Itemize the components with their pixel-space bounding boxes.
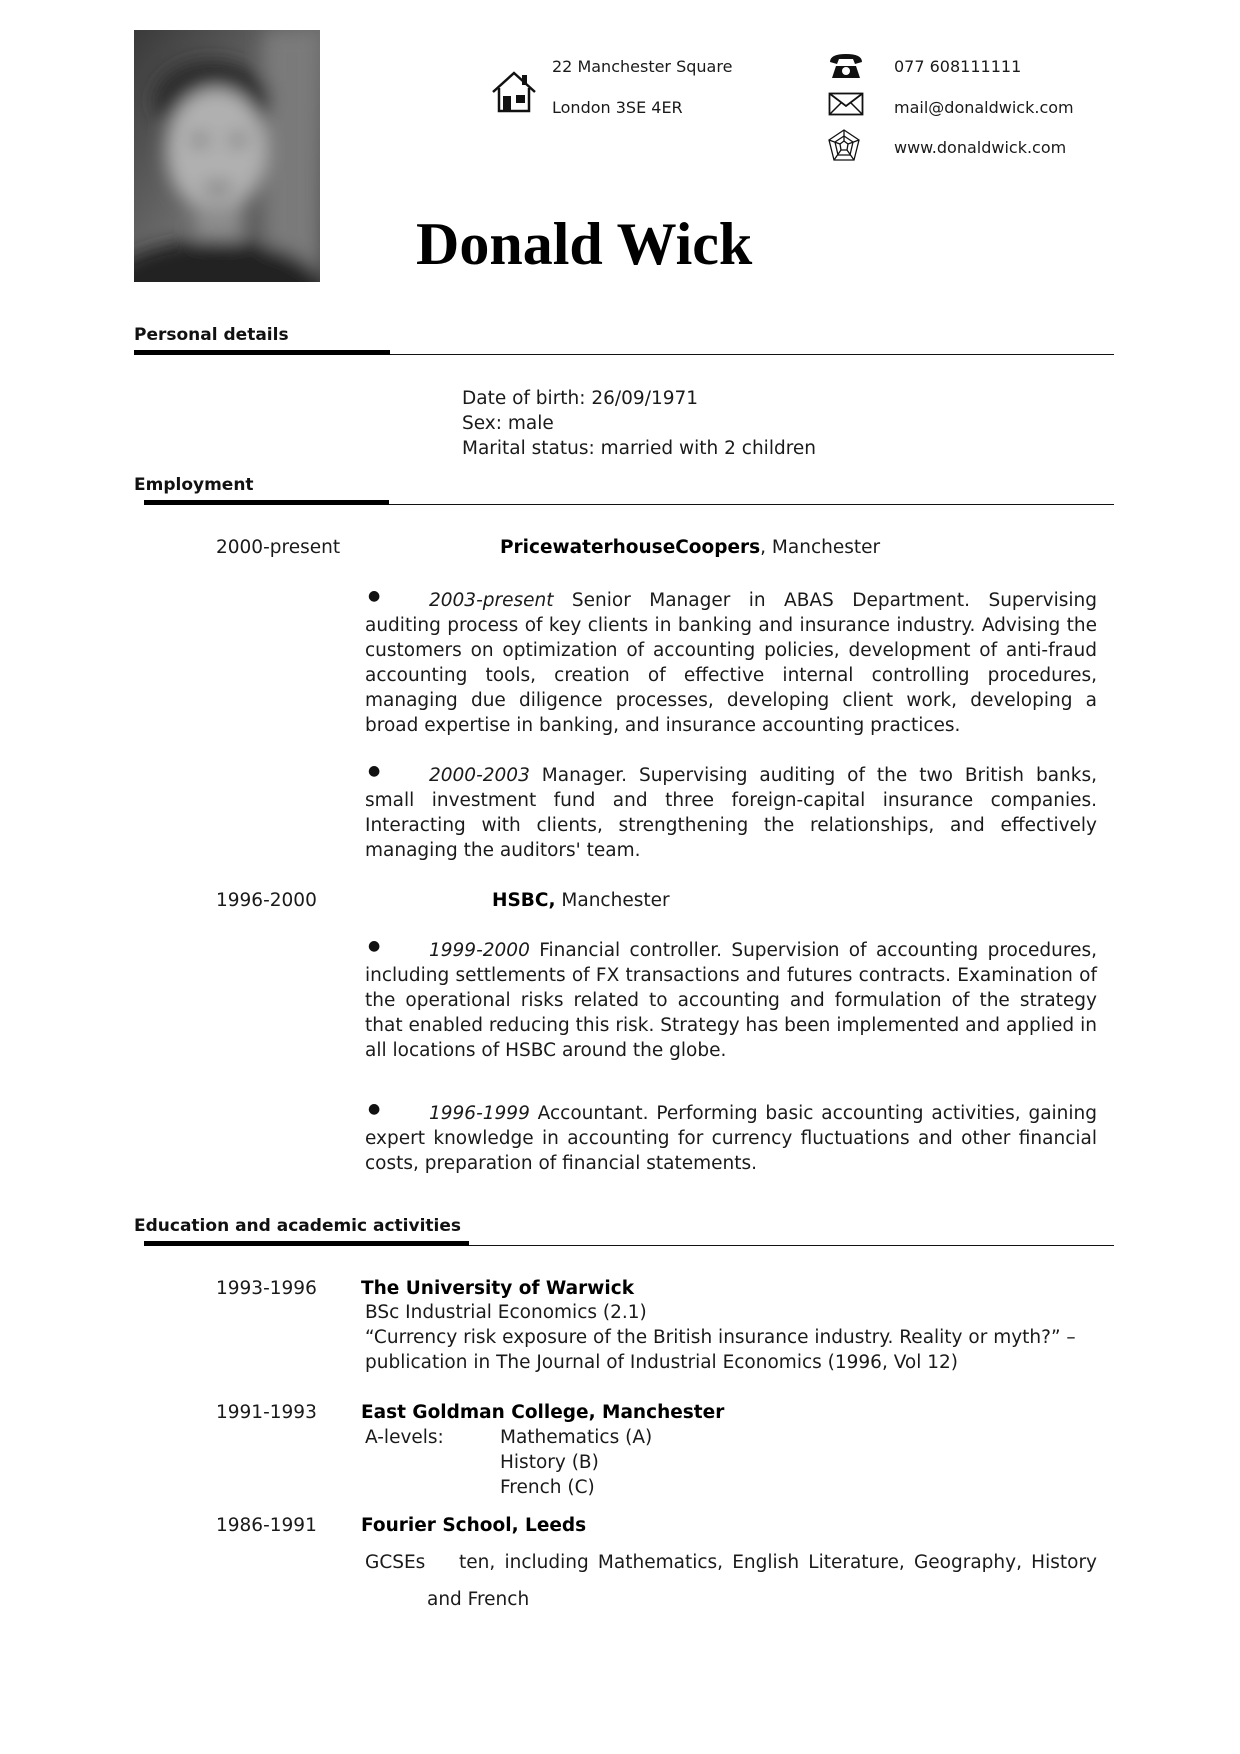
role-text: Manager. Supervising auditing of the two British banks, small investment fund and three foreign-capital insurance companies. Interacting with clients, strengthening the relationships, and effectively managing the auditors' team. (365, 765, 1097, 861)
phone-number: 077 608111111 (894, 57, 1022, 76)
job-employer (500, 535, 880, 560)
profile-photo (134, 30, 320, 282)
subject-grade: French (C) (500, 1477, 595, 1498)
role-description (365, 588, 1097, 738)
job-years: 1996-2000 (216, 890, 317, 911)
school-name: The University of Warwick (361, 1278, 634, 1299)
portrait-image (134, 30, 320, 282)
bullet-icon: ● (368, 588, 381, 604)
role-period: 2000-2003 (429, 765, 530, 786)
role-description (365, 763, 1097, 863)
publication-line: “Currency risk exposure of the British insurance industry. Reality or myth?” – (365, 1327, 1076, 1348)
role-description (365, 938, 1097, 1063)
role-period: 1996-1999 (429, 1103, 530, 1124)
date-of-birth: Date of birth: 26/09/1971 (462, 388, 699, 409)
home-icon (490, 70, 538, 114)
gcse-details: ten, including Mathematics, English Literature, Geography, History (459, 1552, 1097, 1573)
role-period: 1999-2000 (429, 940, 530, 961)
company-name: PricewaterhouseCoopers (500, 537, 761, 558)
email-address[interactable]: mail@donaldwick.com (894, 98, 1074, 117)
bullet-icon: ● (368, 763, 381, 779)
personal-details-heading: Personal details (134, 325, 289, 345)
web-icon (826, 128, 862, 164)
section-divider-accent (144, 1241, 469, 1246)
subject-grade: History (B) (500, 1452, 599, 1473)
publication-line: publication in The Journal of Industrial Economics (1996, Vol 12) (365, 1352, 959, 1373)
bullet-icon: ● (368, 1101, 381, 1117)
employment-heading: Employment (134, 475, 254, 495)
role-text: Senior Manager in ABAS Department. Supervising auditing process of key clients in banking and insurance industry. Advising the customers on optimization of accounting policies, development of anti-fraud accounting tools, creation of effective internal controlling procedures, managing due diligence processes, developing client work, developing a broad expertise in banking, and insurance accounting practices. (365, 590, 1097, 736)
role-text: Financial controller. Supervision of accounting procedures, including settlements of FX transactions and futures contracts. Examination of the operational risks related to accounting and formulation of the strategy that enabled reducing this risk. Strategy has been implemented and applied in all locations of HSBC around the globe. (365, 940, 1097, 1061)
school-name: Fourier School, Leeds (361, 1515, 587, 1536)
address-line-2: London 3SE 4ER (552, 98, 683, 117)
education-years: 1991-1993 (216, 1402, 317, 1423)
role-text: Accountant. Performing basic accounting activities, gaining expert knowledge in accounting for currency fluctuations and other financial costs, preparation of financial statements. (365, 1103, 1097, 1174)
bullet-icon: ● (368, 938, 381, 954)
education-heading: Education and academic activities (134, 1216, 462, 1236)
company-location: Manchester (555, 890, 670, 911)
role-period: 2003-present (429, 590, 554, 611)
qualification-label: GCSEs (365, 1552, 426, 1573)
phone-icon (828, 52, 864, 80)
website-url[interactable]: www.donaldwick.com (894, 138, 1067, 157)
marital-status: Marital status: married with 2 children (462, 438, 817, 459)
degree: BSc Industrial Economics (2.1) (365, 1302, 647, 1323)
sex: Sex: male (462, 413, 554, 434)
qualification-label: A-levels: (365, 1427, 444, 1448)
candidate-name: Donald Wick (416, 211, 753, 277)
section-divider-accent (144, 500, 389, 505)
gcse-details-continued: and French (427, 1589, 530, 1610)
job-years: 2000-present (216, 537, 341, 558)
envelope-icon (828, 92, 864, 116)
company-location: , Manchester (760, 537, 881, 558)
education-years: 1986-1991 (216, 1515, 317, 1536)
education-years: 1993-1996 (216, 1278, 317, 1299)
school-name: East Goldman College, Manchester (361, 1402, 725, 1423)
section-divider-accent (134, 350, 390, 355)
job-employer (492, 888, 670, 913)
subject-grade: Mathematics (A) (500, 1427, 653, 1448)
role-description (365, 1101, 1097, 1176)
address-line-1: 22 Manchester Square (552, 57, 733, 76)
company-name: HSBC, (492, 890, 556, 911)
